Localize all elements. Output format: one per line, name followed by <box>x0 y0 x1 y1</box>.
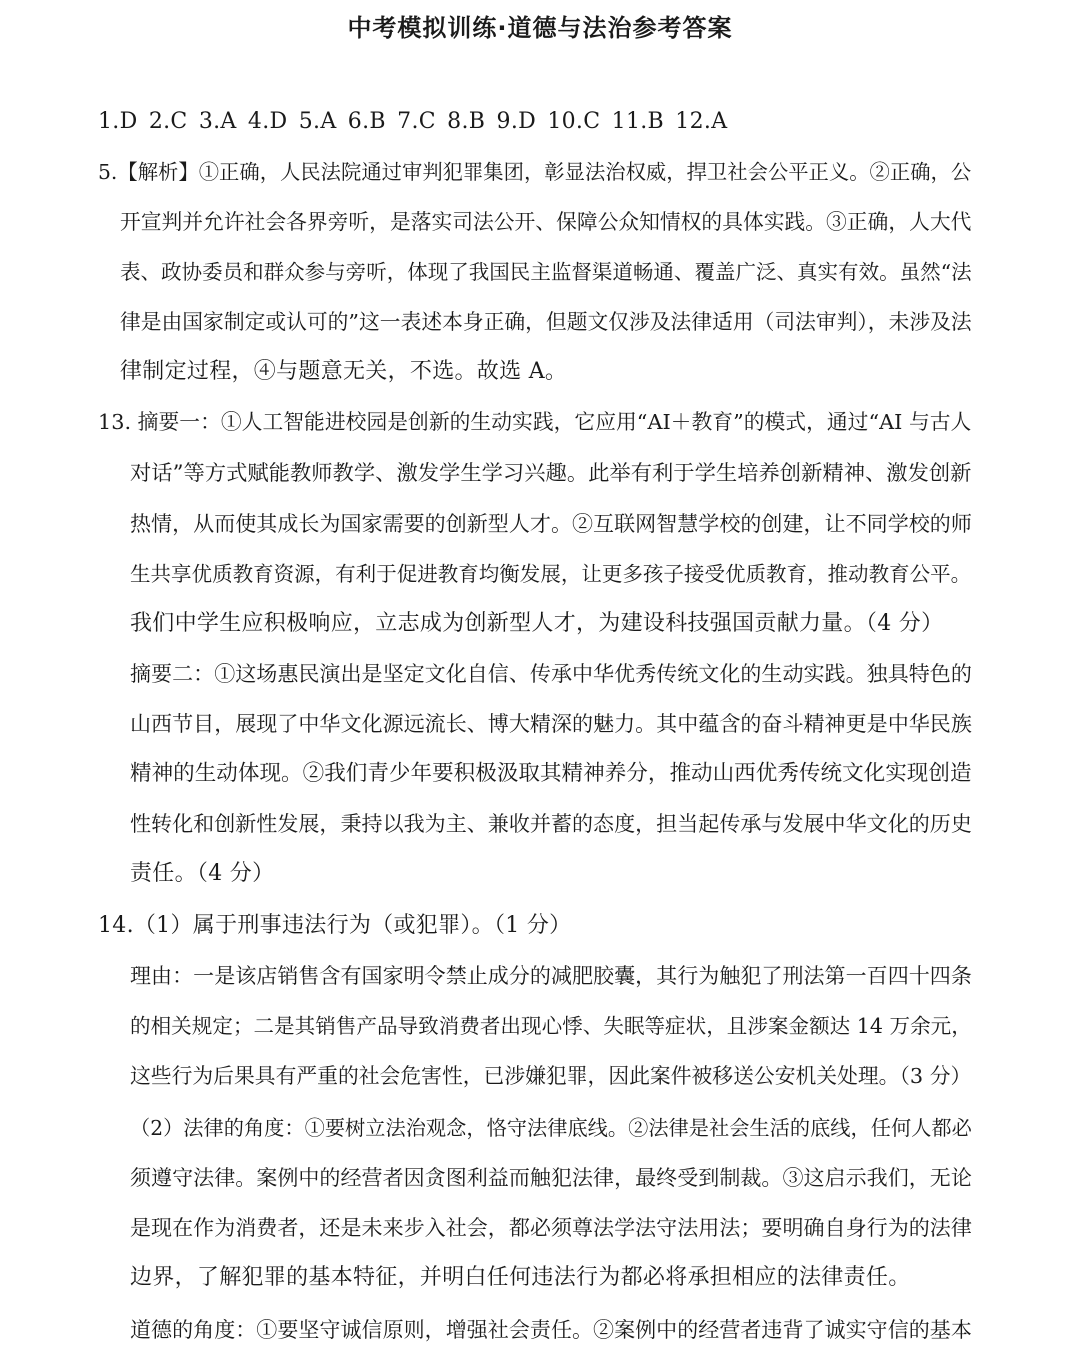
text-line: 摘要二：①这场惠民演出是坚定文化自信、传承中华优秀传统文化的生动实践。独具特色的 <box>130 661 972 686</box>
text-line: 性转化和创新性发展，秉持以我为主、兼收并蓄的态度，担当起传承与发展中华文化的历史 <box>130 811 972 836</box>
text-line: 道德的角度：①要坚守诚信原则，增强社会责任。②案例中的经营者违背了诚实守信的基本 <box>130 1317 972 1342</box>
text-line: 5.【解析】①正确，人民法院通过审判犯罪集团，彰显法治权威，捍卫社会公平正义。②正确，公 <box>98 160 972 184</box>
text-line: 精神的生动体现。②我们青少年要积极汲取其精神养分，推动山西优秀传统文化实现创造 <box>130 761 972 786</box>
text-line: 的相关规定；二是其销售产品导致消费者出现心悸、失眠等症状，且涉案金额达 14 万余元， <box>130 1014 972 1038</box>
text-line: 14.（1）属于刑事违法行为（或犯罪）。（1 分） <box>98 913 572 938</box>
text-line: 对话”等方式赋能教师教学、激发学生学习兴趣。此举有利于学生培养创新精神、激发创新 <box>130 461 972 486</box>
text-line: 开宣判并允许社会各界旁听，是落实司法公开、保障公众知情权的具体实践。③正确，人大代 <box>120 210 972 234</box>
text-line: 山西节目，展现了中华文化源远流长、博大精深的魅力。其中蕴含的奋斗精神更是中华民族 <box>130 711 972 736</box>
text-line: 我们中学生应积极响应，立志成为创新型人才，为建设科技强国贡献力量。（4 分） <box>130 611 944 636</box>
text-line: 表、政协委员和群众参与旁听，体现了我国民主监督渠道畅通、覆盖广泛、真实有效。虽然“法 <box>120 260 972 284</box>
text-line: 边界，了解犯罪的基本特征，并明白任何违法行为都必将承担相应的法律责任。 <box>130 1265 911 1290</box>
text-line: 律制定过程，④与题意无关，不选。故选 A。 <box>120 359 568 384</box>
text-line: 责任。（4 分） <box>130 861 275 886</box>
text-line: 理由：一是该店销售含有国家明令禁止成分的减肥胶囊，其行为触犯了刑法第一百四十四条 <box>130 963 972 988</box>
text-line: （2）法律的角度：①要树立法治观念，恪守法律底线。②法律是社会生活的底线，任何人都必 <box>130 1116 972 1140</box>
text-line: 生共享优质教育资源，有利于促进教育均衡发展，让更多孩子接受优质教育，推动教育公平。 <box>130 562 972 586</box>
text-line: 这些行为后果具有严重的社会危害性，已涉嫌犯罪，因此案件被移送公安机关处理。（3 分） <box>130 1064 972 1088</box>
answer-key: 1.D 2.C 3.A 4.D 5.A 6.B 7.C 8.B 9.D 10.C 11.B 12.A <box>98 109 728 134</box>
text-line: 热情，从而使其成长为国家需要的创新型人才。②互联网智慧学校的创建，让不同学校的师 <box>130 511 972 536</box>
text-line: 是现在作为消费者，还是未来步入社会，都必须尊法学法守法用法；要明确自身行为的法律 <box>130 1215 972 1240</box>
text-line: 须遵守法律。案例中的经营者因贪图利益而触犯法律，最终受到制裁。③这启示我们，无论 <box>130 1165 972 1190</box>
page-title: 中考模拟训练·道德与法治参考答案 <box>347 14 733 42</box>
text-line: 律是由国家制定或认可的”这一表述本身正确，但题文仅涉及法律适用（司法审判），未涉及法 <box>120 310 972 334</box>
text-line: 13. 摘要一：①人工智能进校园是创新的生动实践，它应用“AI＋教育”的模式，通过“AI 与古人 <box>98 410 972 434</box>
